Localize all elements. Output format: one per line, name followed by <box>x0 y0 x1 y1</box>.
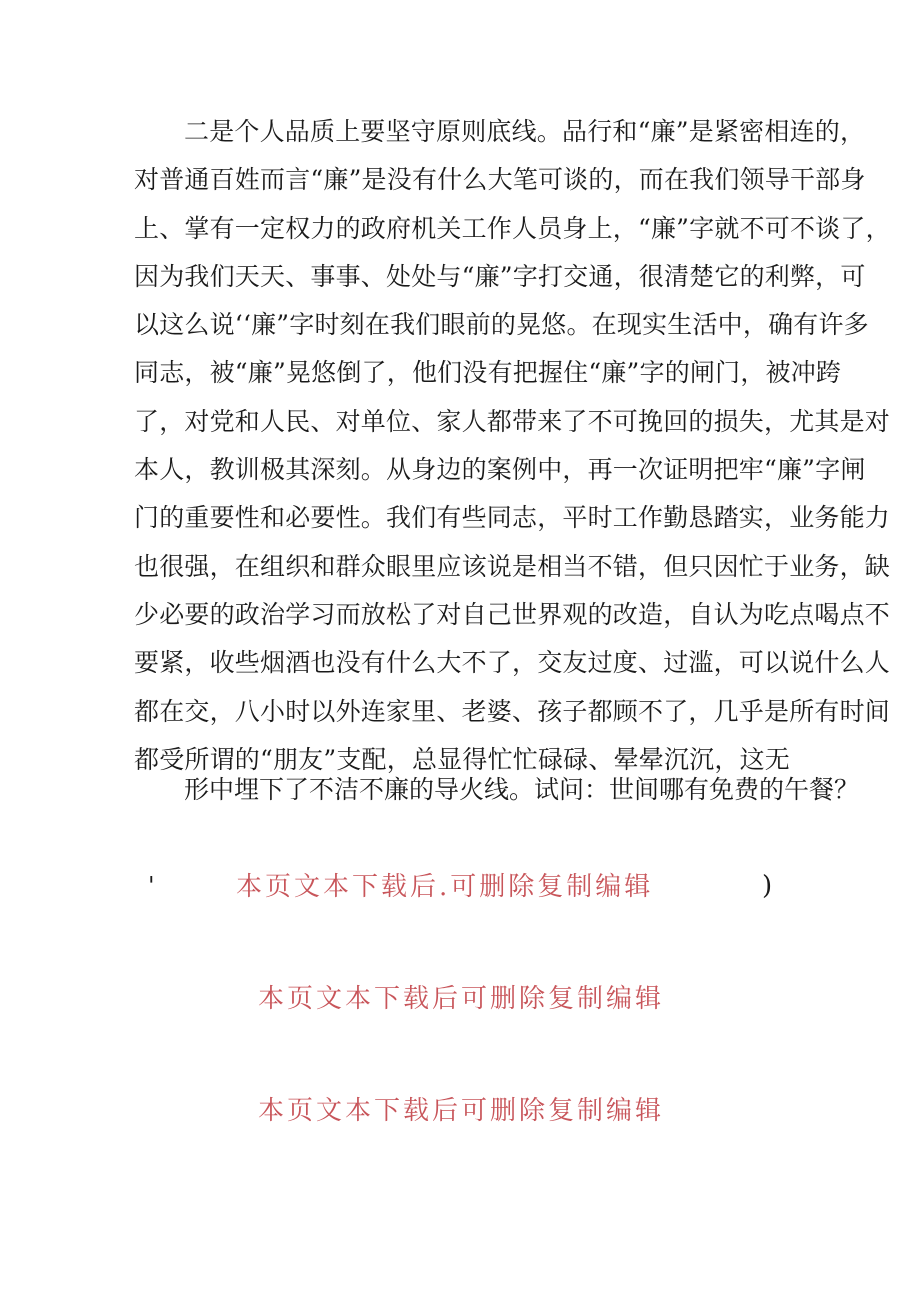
paragraph-line: 要紧，收些烟酒也没有什么大不了，交友过度、过滥，可以说什么人 <box>134 648 891 678</box>
body-paragraph <box>134 108 891 784</box>
stray-quote-mark: ' <box>148 872 155 900</box>
paragraph-line: 同志，被“廉”晃悠倒了，他们没有把握住“廉”字的闸门，被冲跨 <box>134 358 842 388</box>
paragraph-tail-line: 形中埋下了不洁不廉的导火线。试问：世间哪有免费的午餐？ <box>184 775 860 804</box>
paragraph-line: 本人，教训极其深刻。从身边的案例中，再一次证明把牢“廉”字闸 <box>134 455 866 485</box>
paragraph-line: 以这么说‘‘廉”字时刻在我们眼前的晃悠。在现实生活中，确有许多 <box>134 310 869 340</box>
watermark-text: 本页文本下载后.可删除复制编辑 <box>236 872 654 902</box>
paragraph-line: 因为我们天天、事事、处处与“廉”字打交通，很清楚它的利弊，可 <box>134 261 866 291</box>
stray-paren-mark: ) <box>762 871 773 901</box>
paragraph-line: 了，对党和人民、对单位、家人都带来了不可挽回的损失，尤其是对 <box>134 406 891 436</box>
paragraph-line: 都在交，八小时以外连家里、老婆、孩子都顾不了，几乎是所有时间 <box>134 696 891 726</box>
paragraph-line: 少必要的政治学习而放松了对自己世界观的改造，自认为吃点喝点不 <box>134 599 891 629</box>
paragraph-line: 都受所谓的“朋友”支配，总显得忙忙碌碌、晕晕沉沉，这无 <box>134 744 790 774</box>
paragraph-line: 门的重要性和必要性。我们有些同志，平时工作勤恳踏实，业务能力 <box>134 503 891 533</box>
paragraph-line: 二是个人品质上要坚守原则底线。品行和“廉”是紧密相连的， <box>184 117 866 146</box>
watermark-text: 本页文本下载后可删除复制编辑 <box>258 984 665 1014</box>
paragraph-line: 也很强，在组织和群众眼里应该说是相当不错，但只因忙于业务，缺 <box>134 551 891 581</box>
watermark-text: 本页文本下载后可删除复制编辑 <box>258 1096 665 1126</box>
paragraph-line: 对普通百姓而言“廉”是没有什么大笔可谈的，而在我们领导干部身 <box>134 165 866 195</box>
paragraph-line: 上、掌有一定权力的政府机关工作人员身上，“廉”字就不可不谈了， <box>134 213 891 243</box>
